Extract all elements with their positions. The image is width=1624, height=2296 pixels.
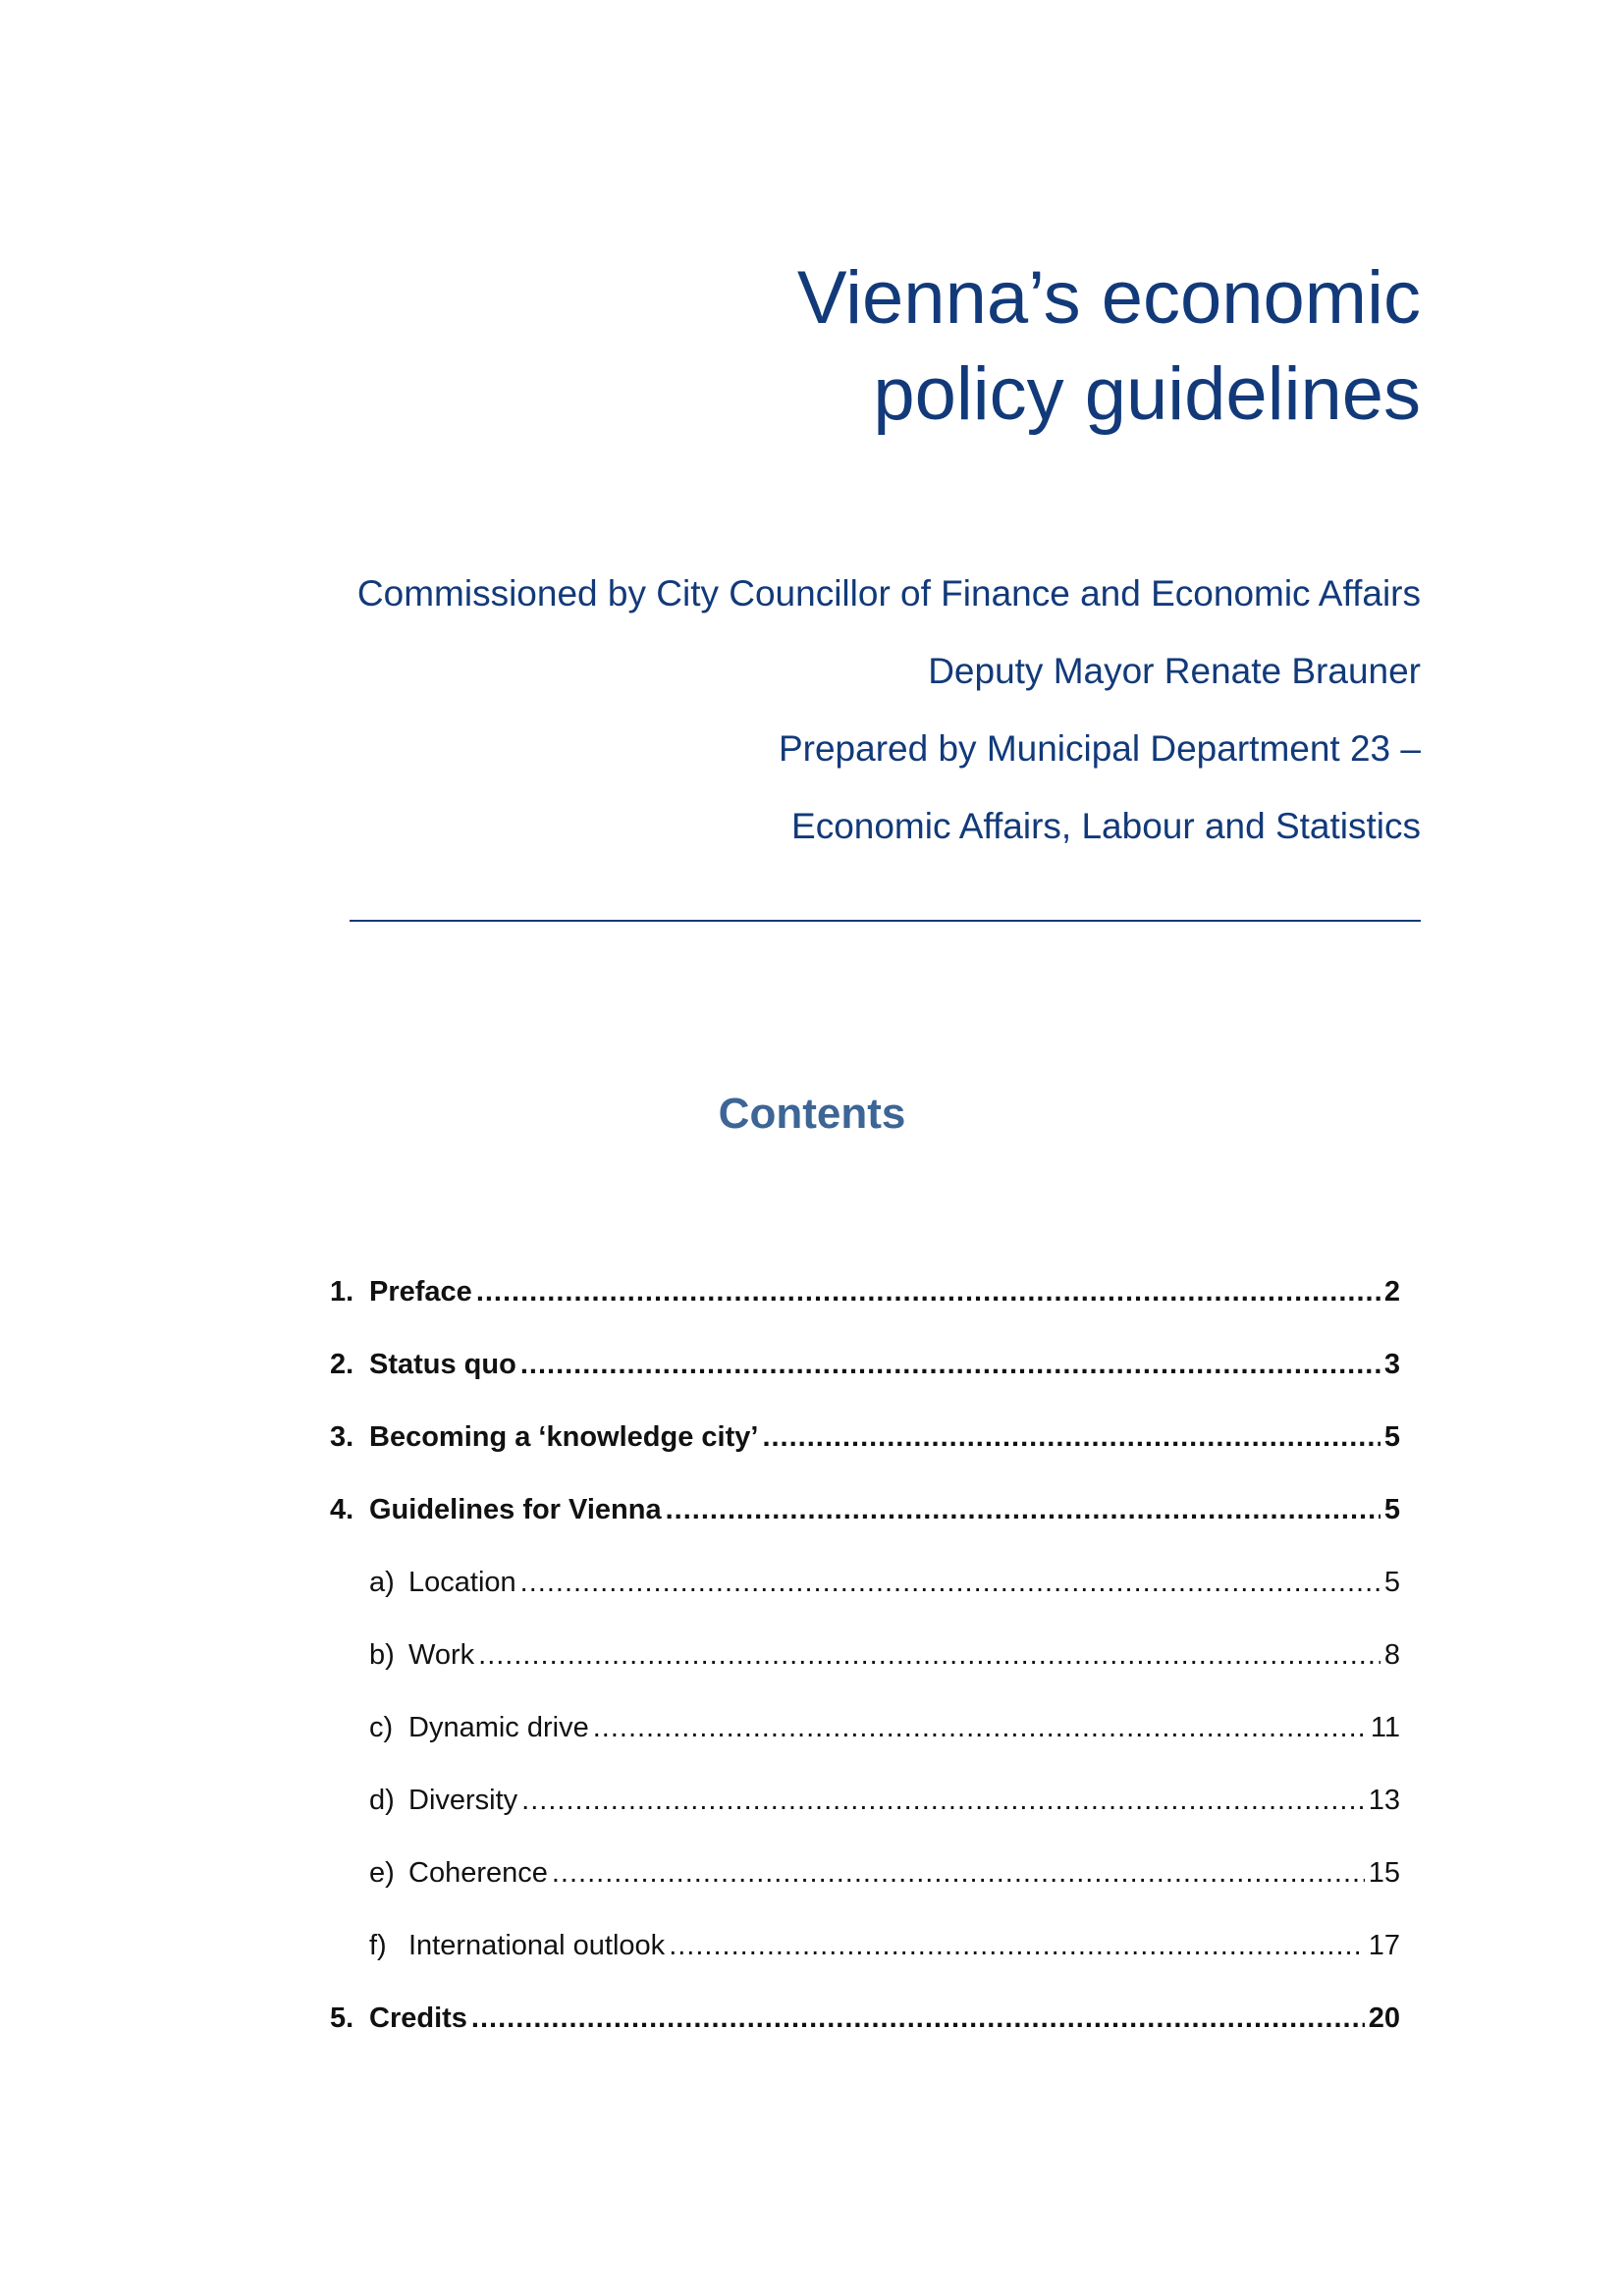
- contents-heading: Contents: [718, 1090, 906, 1138]
- toc-entry-page: 5: [1383, 1567, 1400, 1598]
- toc-dot-leader: [762, 1421, 1380, 1454]
- toc-dot-leader: [669, 1930, 1365, 1962]
- toc-dot-leader: [471, 2002, 1365, 2035]
- toc-entry-label: Coherence: [408, 1857, 548, 1889]
- toc-dot-leader: [521, 1785, 1365, 1817]
- toc-entry-number: 5.: [330, 2002, 354, 2034]
- toc-entry-page: 11: [1370, 1712, 1400, 1743]
- toc-entry-label: Becoming a ‘knowledge city’: [369, 1421, 759, 1453]
- subtitle-line-3: Prepared by Municipal Department 23 –: [778, 728, 1421, 769]
- toc-entry-dynamic-drive[interactable]: [330, 1712, 1400, 1785]
- toc-entry-label: Credits: [369, 2002, 467, 2034]
- document-subtitle: [144, 555, 1421, 865]
- toc-entry-page: 3: [1383, 1349, 1400, 1380]
- document-title: [243, 250, 1421, 443]
- toc-entry-location[interactable]: [330, 1567, 1400, 1639]
- subtitle-line-1: Commissioned by City Councillor of Finance and Economic Affairs: [356, 573, 1421, 614]
- toc-entry-page: 13: [1368, 1785, 1400, 1816]
- toc-entry-label: Diversity: [408, 1785, 518, 1816]
- toc-entry-page: 17: [1368, 1930, 1400, 1961]
- toc-entry-label: Work: [408, 1639, 475, 1671]
- toc-entry-page: 5: [1383, 1421, 1400, 1453]
- toc-dot-leader: [552, 1857, 1365, 1890]
- toc-entry-number: a): [369, 1567, 395, 1598]
- toc-entry-page: 8: [1383, 1639, 1400, 1671]
- table-of-contents: [330, 1276, 1400, 2075]
- toc-entry-number: f): [369, 1930, 387, 1961]
- subtitle-line-2: Deputy Mayor Renate Brauner: [928, 651, 1421, 691]
- toc-entry-number: c): [369, 1712, 394, 1743]
- title-divider: [350, 920, 1421, 922]
- toc-entry-number: d): [369, 1785, 395, 1816]
- title-line-1: Vienna’s economic: [796, 256, 1421, 340]
- toc-entry-coherence[interactable]: [330, 1857, 1400, 1930]
- toc-entry-number: 4.: [330, 1494, 354, 1525]
- subtitle-line-4: Economic Affairs, Labour and Statistics: [791, 806, 1421, 846]
- toc-entry-number: b): [369, 1639, 395, 1671]
- toc-dot-leader: [520, 1349, 1380, 1381]
- toc-entry-number: 1.: [330, 1276, 354, 1308]
- toc-entry-number: 2.: [330, 1349, 354, 1380]
- toc-entry-credits[interactable]: [330, 2002, 1400, 2075]
- toc-entry-status-quo[interactable]: [330, 1349, 1400, 1421]
- toc-dot-leader: [666, 1494, 1380, 1526]
- toc-dot-leader: [520, 1567, 1380, 1599]
- toc-entry-work[interactable]: [330, 1639, 1400, 1712]
- toc-entry-label: Guidelines for Vienna: [369, 1494, 662, 1525]
- toc-entry-preface[interactable]: [330, 1276, 1400, 1349]
- toc-dot-leader: [593, 1712, 1367, 1744]
- toc-entry-label: Preface: [369, 1276, 472, 1308]
- toc-entry-page: 15: [1368, 1857, 1400, 1889]
- toc-entry-label: Status quo: [369, 1349, 516, 1380]
- toc-entry-international-outlook[interactable]: [330, 1930, 1400, 2002]
- toc-entry-page: 20: [1368, 2002, 1400, 2034]
- toc-entry-page: 5: [1383, 1494, 1400, 1525]
- toc-entry-diversity[interactable]: [330, 1785, 1400, 1857]
- toc-entry-number: 3.: [330, 1421, 354, 1453]
- toc-entry-label: Dynamic drive: [408, 1712, 589, 1743]
- toc-dot-leader: [478, 1639, 1380, 1672]
- title-line-2: policy guidelines: [873, 352, 1421, 436]
- toc-entry-number: e): [369, 1857, 395, 1889]
- toc-dot-leader: [476, 1276, 1380, 1308]
- toc-entry-label: Location: [408, 1567, 516, 1598]
- toc-entry-page: 2: [1383, 1276, 1400, 1308]
- toc-entry-guidelines[interactable]: [330, 1494, 1400, 1567]
- toc-entry-label: International outlook: [408, 1930, 666, 1961]
- toc-entry-knowledge-city[interactable]: [330, 1421, 1400, 1494]
